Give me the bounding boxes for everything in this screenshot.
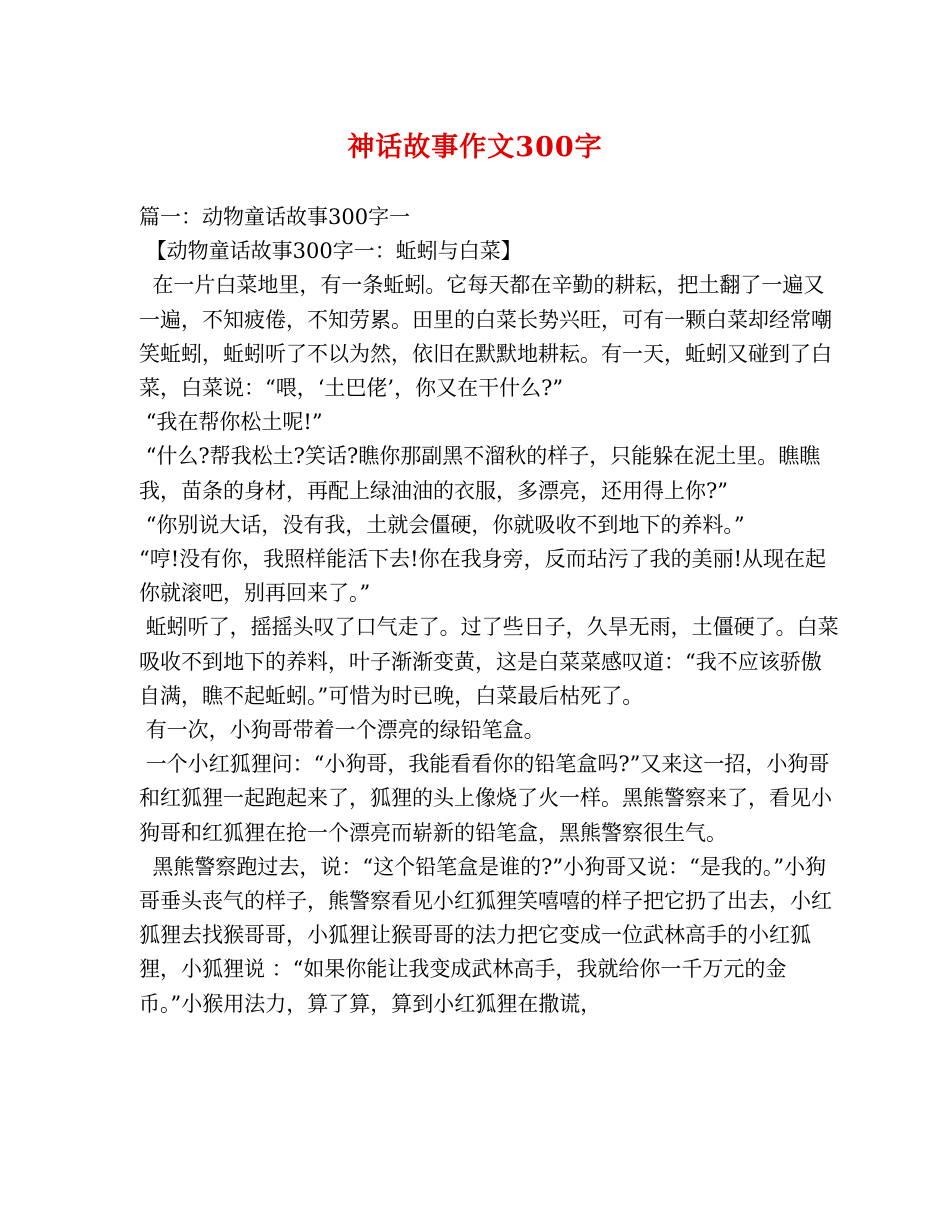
paragraph: 黑熊警察跑过去，说：“这个铅笔盒是谁的?”小狗哥又说：“是我的。”小狗哥垂头丧气的样子，熊警察看见小红狐狸笑嘻嘻的样子把它扔了出去，小红狐狸去找猴哥哥，小狐狸让猴哥哥的法力把它变成一位武林高手的小红狐狸，小狐狸说 ：“如果你能让我变成武林高手，我就给你一千万元的金币。”小猴用法力，算了算，算到小红狐狸在撒谎， (139, 854, 832, 1016)
paragraph: 在一片白菜地里，有一条蚯蚓。它每天都在辛勤的耕耘，把土翻了一遍又一遍，不知疲倦，不知劳累。田里的白菜长势兴旺，可有一颗白菜却经常嘲笑蚯蚓，蚯蚓听了不以为然，依旧在默默地耕耘。有一天，蚯蚓又碰到了白菜，白菜说：“喂，‘土巴佬’，你又在干什么?” (139, 273, 832, 401)
paragraph: 篇一：动物童话故事300字一 (139, 205, 411, 229)
paragraph: “什么?帮我松土?笑话?瞧你那副黑不溜秋的样子，只能躲在泥土里。瞧瞧我，苗条的身材，再配上绿油油的衣服，多漂亮，还用得上你?” (139, 444, 821, 503)
paragraph: “哼!没有你，我照样能活下去!你在我身旁，反而玷污了我的美丽!从现在起你就滚吧，别再回来了。” (139, 547, 827, 606)
paragraph: 【动物童话故事300字一：蚯蚓与白菜】 (139, 239, 522, 264)
paragraph: 有一次，小狗哥带着一个漂亮的绿铅笔盒。 (139, 718, 545, 743)
paragraph: 一个小红狐狸问：“小狗哥，我能看看你的铅笔盒吗?”又来这一招，小狗哥和红狐狸一起跑起来了，狐狸的头上像烧了火一样。黑熊警察来了，看见小狗哥和红狐狸在抢一个漂亮而崭新的铅笔盒，黑熊警察很生气。 (139, 752, 832, 845)
document-title: 神话故事作文300字 (347, 132, 603, 163)
paragraph: “我在帮你松土呢!” (139, 410, 323, 435)
paragraph: 蚯蚓听了，摇摇头叹了口气走了。过了些日子，久旱无雨，土僵硬了。白菜吸收不到地下的养料，叶子渐渐变黄，这是白菜菜感叹道：“我不应该骄傲自满，瞧不起蚯蚓。”可惜为时已晚，白菜最后枯死了。 (139, 615, 839, 708)
paragraph: “你别说大话，没有我，土就会僵硬，你就吸收不到地下的养料。” (139, 512, 745, 537)
document-body (139, 200, 839, 1021)
